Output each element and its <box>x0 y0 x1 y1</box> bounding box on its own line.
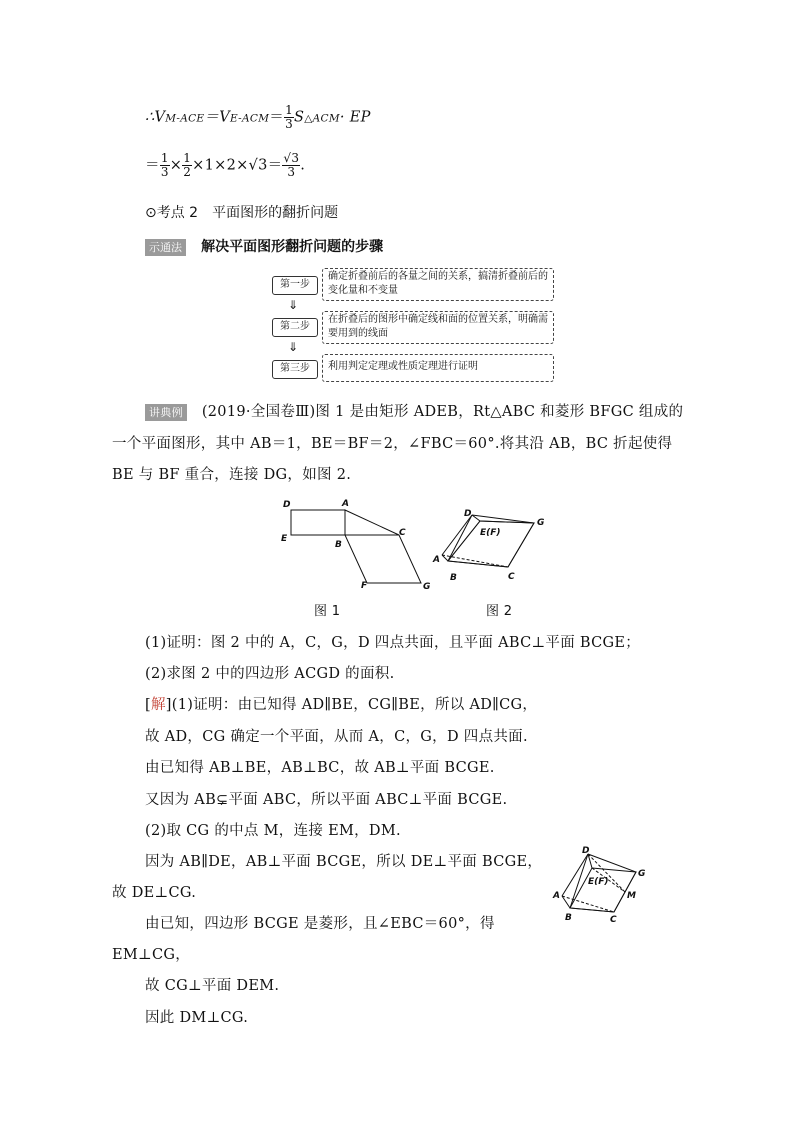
method-tag: 示通法 <box>145 239 186 256</box>
numerator: 1 <box>160 151 169 165</box>
example-line-3: BE 与 BF 重合，连接 DG，如图 2. <box>112 467 352 483</box>
label-f: F <box>361 581 368 591</box>
method-title: 解决平面图形翻折问题的步骤 <box>201 239 384 255</box>
example-line-2: 一个平面图形，其中 AB＝1，BE＝BF＝2，∠FBC＝60°.将其沿 AB，BC 折起使得 <box>112 436 673 452</box>
label-g: G <box>537 518 545 528</box>
method-header <box>145 236 383 256</box>
numerator: 1 <box>183 151 192 165</box>
equals: ＝ <box>145 157 160 174</box>
step-desc-2: 在折叠后的图形中确定线和面的位置关系，明确需要用到的线面 <box>322 311 554 344</box>
rhombus-bfgc <box>345 535 421 583</box>
rectangle-adeb <box>291 510 345 535</box>
solution-tag: 解 <box>150 697 166 713</box>
fraction <box>284 104 294 131</box>
down-arrow-icon: ⇓ <box>288 340 299 354</box>
label-a: A <box>553 891 560 901</box>
formula-line-1 <box>145 104 371 131</box>
label-ef: E(F) <box>588 877 609 887</box>
product: ×1×2×√3＝ <box>192 157 283 174</box>
denominator: 3 <box>285 117 293 131</box>
subscript: E-ACM <box>229 112 270 125</box>
label-c: C <box>508 572 515 582</box>
solution-line-8: 由已知，四边形 BCGE 是菱形，且∠EBC＝60°，得 <box>145 916 495 932</box>
label-d: D <box>283 500 291 510</box>
figure-1 <box>275 495 445 600</box>
period: . <box>300 157 306 174</box>
solution-line-6: 因为 AB∥DE，AB⊥平面 BCGE，所以 DE⊥平面 BCGE， <box>145 854 543 870</box>
formula-line-2 <box>145 152 305 179</box>
label-g: G <box>423 582 431 592</box>
label-c: C <box>399 528 406 538</box>
solution-line-11: 因此 DM⊥CG. <box>145 1010 249 1026</box>
solution-line-3: 由已知得 AB⊥BE，AB⊥BC，故 AB⊥平面 BCGE. <box>145 760 495 776</box>
edge-db <box>448 515 472 561</box>
fraction <box>282 152 300 179</box>
subscript: △ACM <box>304 112 340 125</box>
subscript: M-ACE <box>165 112 205 125</box>
label-d: D <box>464 509 472 519</box>
numerator: 1 <box>285 103 293 117</box>
example-line-1 <box>145 402 683 422</box>
numerator: √3 <box>283 151 300 165</box>
solution-text: (1)证明：由已知得 AD∥BE，CG∥BE，所以 AD∥CG， <box>171 697 538 713</box>
solution-line-5: (2)取 CG 的中点 M，连接 EM，DM. <box>145 823 401 839</box>
solution-line-10: 故 CG⊥平面 DEM. <box>145 978 280 994</box>
label-b: B <box>565 913 572 923</box>
formula-tail: · EP <box>339 109 371 126</box>
label-d: D <box>582 846 590 856</box>
label-b: B <box>450 573 457 583</box>
label-e: E <box>281 534 288 544</box>
label-b: B <box>335 540 342 550</box>
label-ef: E(F) <box>480 528 501 538</box>
question-2: (2)求图 2 中的四边形 ACGD 的面积. <box>145 666 395 682</box>
formula-prefix: ∴V <box>145 109 166 126</box>
example-tag: 讲典例 <box>145 404 187 421</box>
fraction <box>160 152 170 179</box>
step-box-2: 第二步 <box>272 318 318 337</box>
triangle-abc <box>345 510 399 535</box>
fraction <box>182 152 192 179</box>
step-box-1: 第一步 <box>272 276 318 295</box>
section-heading: ⊙考点 2 平面图形的翻折问题 <box>145 205 339 221</box>
solution-line-7: 故 DE⊥CG. <box>112 885 197 901</box>
label-g: G <box>638 869 646 879</box>
label-c: C <box>610 915 617 925</box>
down-arrow-icon: ⇓ <box>288 298 299 312</box>
step-box-3: 第三步 <box>272 360 318 379</box>
step-desc-1: 确定折叠前后的各量之间的关系，搞清折叠前后的变化量和不变量 <box>322 268 554 301</box>
step-desc-3: 利用判定定理或性质定理进行证明 <box>322 354 554 382</box>
solution-line-4: 又因为 AB⊊平面 ABC，所以平面 ABC⊥平面 BCGE. <box>145 792 508 808</box>
label-a: A <box>342 499 349 509</box>
solution-line-2: 故 AD，CG 确定一个平面，从而 A，C，G，D 四点共面. <box>145 729 528 745</box>
solution-line-1 <box>145 695 537 715</box>
solution-line-9: EM⊥CG， <box>112 947 191 963</box>
figure-2-caption: 图 2 <box>486 604 513 619</box>
label-a: A <box>433 555 440 565</box>
figure-2 <box>430 505 555 585</box>
denominator: 3 <box>287 165 296 179</box>
figure-1-caption: 图 1 <box>314 604 341 619</box>
label-m: M <box>627 891 636 901</box>
rhombus-bcge <box>570 868 636 912</box>
example-text: (2019·全国卷Ⅲ)图 1 是由矩形 ADEB，Rt△ABC 和菱形 BFGC 组成的 <box>201 404 684 420</box>
question-1: (1)证明：图 2 中的 A，C，G，D 四点共面，且平面 ABC⊥平面 BCGE； <box>145 635 641 651</box>
figure-3 <box>548 842 658 927</box>
equals: ＝ <box>269 109 285 126</box>
bracket-open: [ <box>145 697 151 713</box>
denominator: 2 <box>183 165 192 179</box>
area-s: S <box>294 109 305 126</box>
equals-v: ＝V <box>204 109 230 126</box>
edge-ad <box>562 854 588 896</box>
bracket-close: ] <box>165 697 172 713</box>
denominator: 3 <box>160 165 169 179</box>
times: × <box>169 157 183 174</box>
